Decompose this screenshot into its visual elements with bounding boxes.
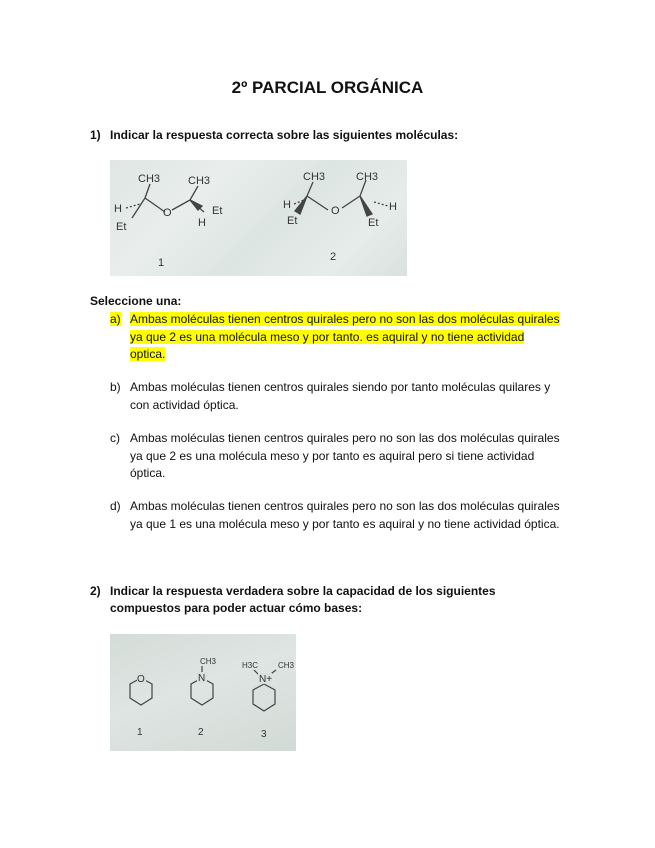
mol2-ch3-left: CH3 <box>303 171 326 183</box>
mol1-ch3-right: CH3 <box>188 175 211 187</box>
option-a-letter: a) <box>110 312 121 326</box>
option-b-letter: b) <box>110 380 121 394</box>
question-1-figure <box>110 160 407 276</box>
compound-2-methyl: CH3 <box>200 657 217 666</box>
option-a-text: Ambas moléculas tienen centros quirales pero no son las dos moléculas quirales ya que 2 es una molécula meso y por tanto. es aquiral y no tiene actividad optica. <box>130 312 560 361</box>
compound-3-methyl-left: H3C <box>242 661 259 670</box>
mol2-label: 2 <box>330 251 337 263</box>
mol1-et-right: Et <box>212 205 223 217</box>
option-a[interactable] <box>110 311 560 364</box>
mol1-label: 1 <box>158 257 165 269</box>
ether-molecules-drawing <box>110 160 407 276</box>
mol1-et-left: Et <box>116 221 127 233</box>
mol2-oxygen: O <box>331 205 340 217</box>
mol1-h-right: H <box>198 217 206 229</box>
mol1-oxygen: O <box>163 207 172 219</box>
option-c-text: Ambas moléculas tienen centros quirales pero no son las dos moléculas quirales ya que 2 es una molécula meso y por tanto es aquiral pero si tiene actividad óptica. <box>130 431 560 480</box>
compound-2-label: 2 <box>198 727 204 738</box>
mol2-h-right: H <box>389 201 397 213</box>
molecule-2 <box>294 180 388 216</box>
question-2-number: 2) <box>90 584 101 598</box>
compound-2-nitrogen: N <box>198 673 206 684</box>
bases-drawing <box>110 634 296 751</box>
page-title: 2º PARCIAL ORGÁNICA <box>231 78 424 97</box>
compound-3-methyl-right: CH3 <box>278 661 295 670</box>
option-b[interactable] <box>110 379 560 414</box>
compound-3-label: 3 <box>261 729 267 740</box>
option-d[interactable] <box>110 498 560 533</box>
mol2-et-right: Et <box>368 217 379 229</box>
option-b-text: Ambas moléculas tienen centros quirales siendo por tanto moléculas quilares y con actividad óptica. <box>130 380 551 412</box>
mol2-h-left: H <box>283 199 291 211</box>
question-1-heading <box>90 127 530 144</box>
compound-3-nitrogen: N+ <box>259 674 273 685</box>
mol1-h-left: H <box>114 203 122 215</box>
question-2-heading <box>90 583 530 617</box>
mol2-et-left: Et <box>287 215 298 227</box>
question-1-number: 1) <box>90 128 101 142</box>
question-1-text: Indicar la respuesta correcta sobre las siguientes moléculas: <box>110 128 459 142</box>
compound-2-ring <box>191 666 213 705</box>
option-c-letter: c) <box>110 431 120 445</box>
option-d-text: Ambas moléculas tienen centros quirales pero no son las dos moléculas quirales ya que 1 es una molécula meso y por tanto es aquiral y no tiene actividad óptica. <box>130 499 560 531</box>
mol2-ch3-right: CH3 <box>356 171 379 183</box>
compound-1-oxygen: O <box>137 674 145 685</box>
option-c[interactable] <box>110 430 560 483</box>
compound-1-label: 1 <box>137 727 143 738</box>
option-d-letter: d) <box>110 499 121 513</box>
mol1-ch3-left: CH3 <box>138 173 161 185</box>
select-label: Seleccione una: <box>90 294 182 308</box>
question-2-text: Indicar la respuesta verdadera sobre la capacidad de los siguientes compuestos para poder actuar cómo bases: <box>110 584 496 615</box>
question-2-figure <box>110 634 296 751</box>
